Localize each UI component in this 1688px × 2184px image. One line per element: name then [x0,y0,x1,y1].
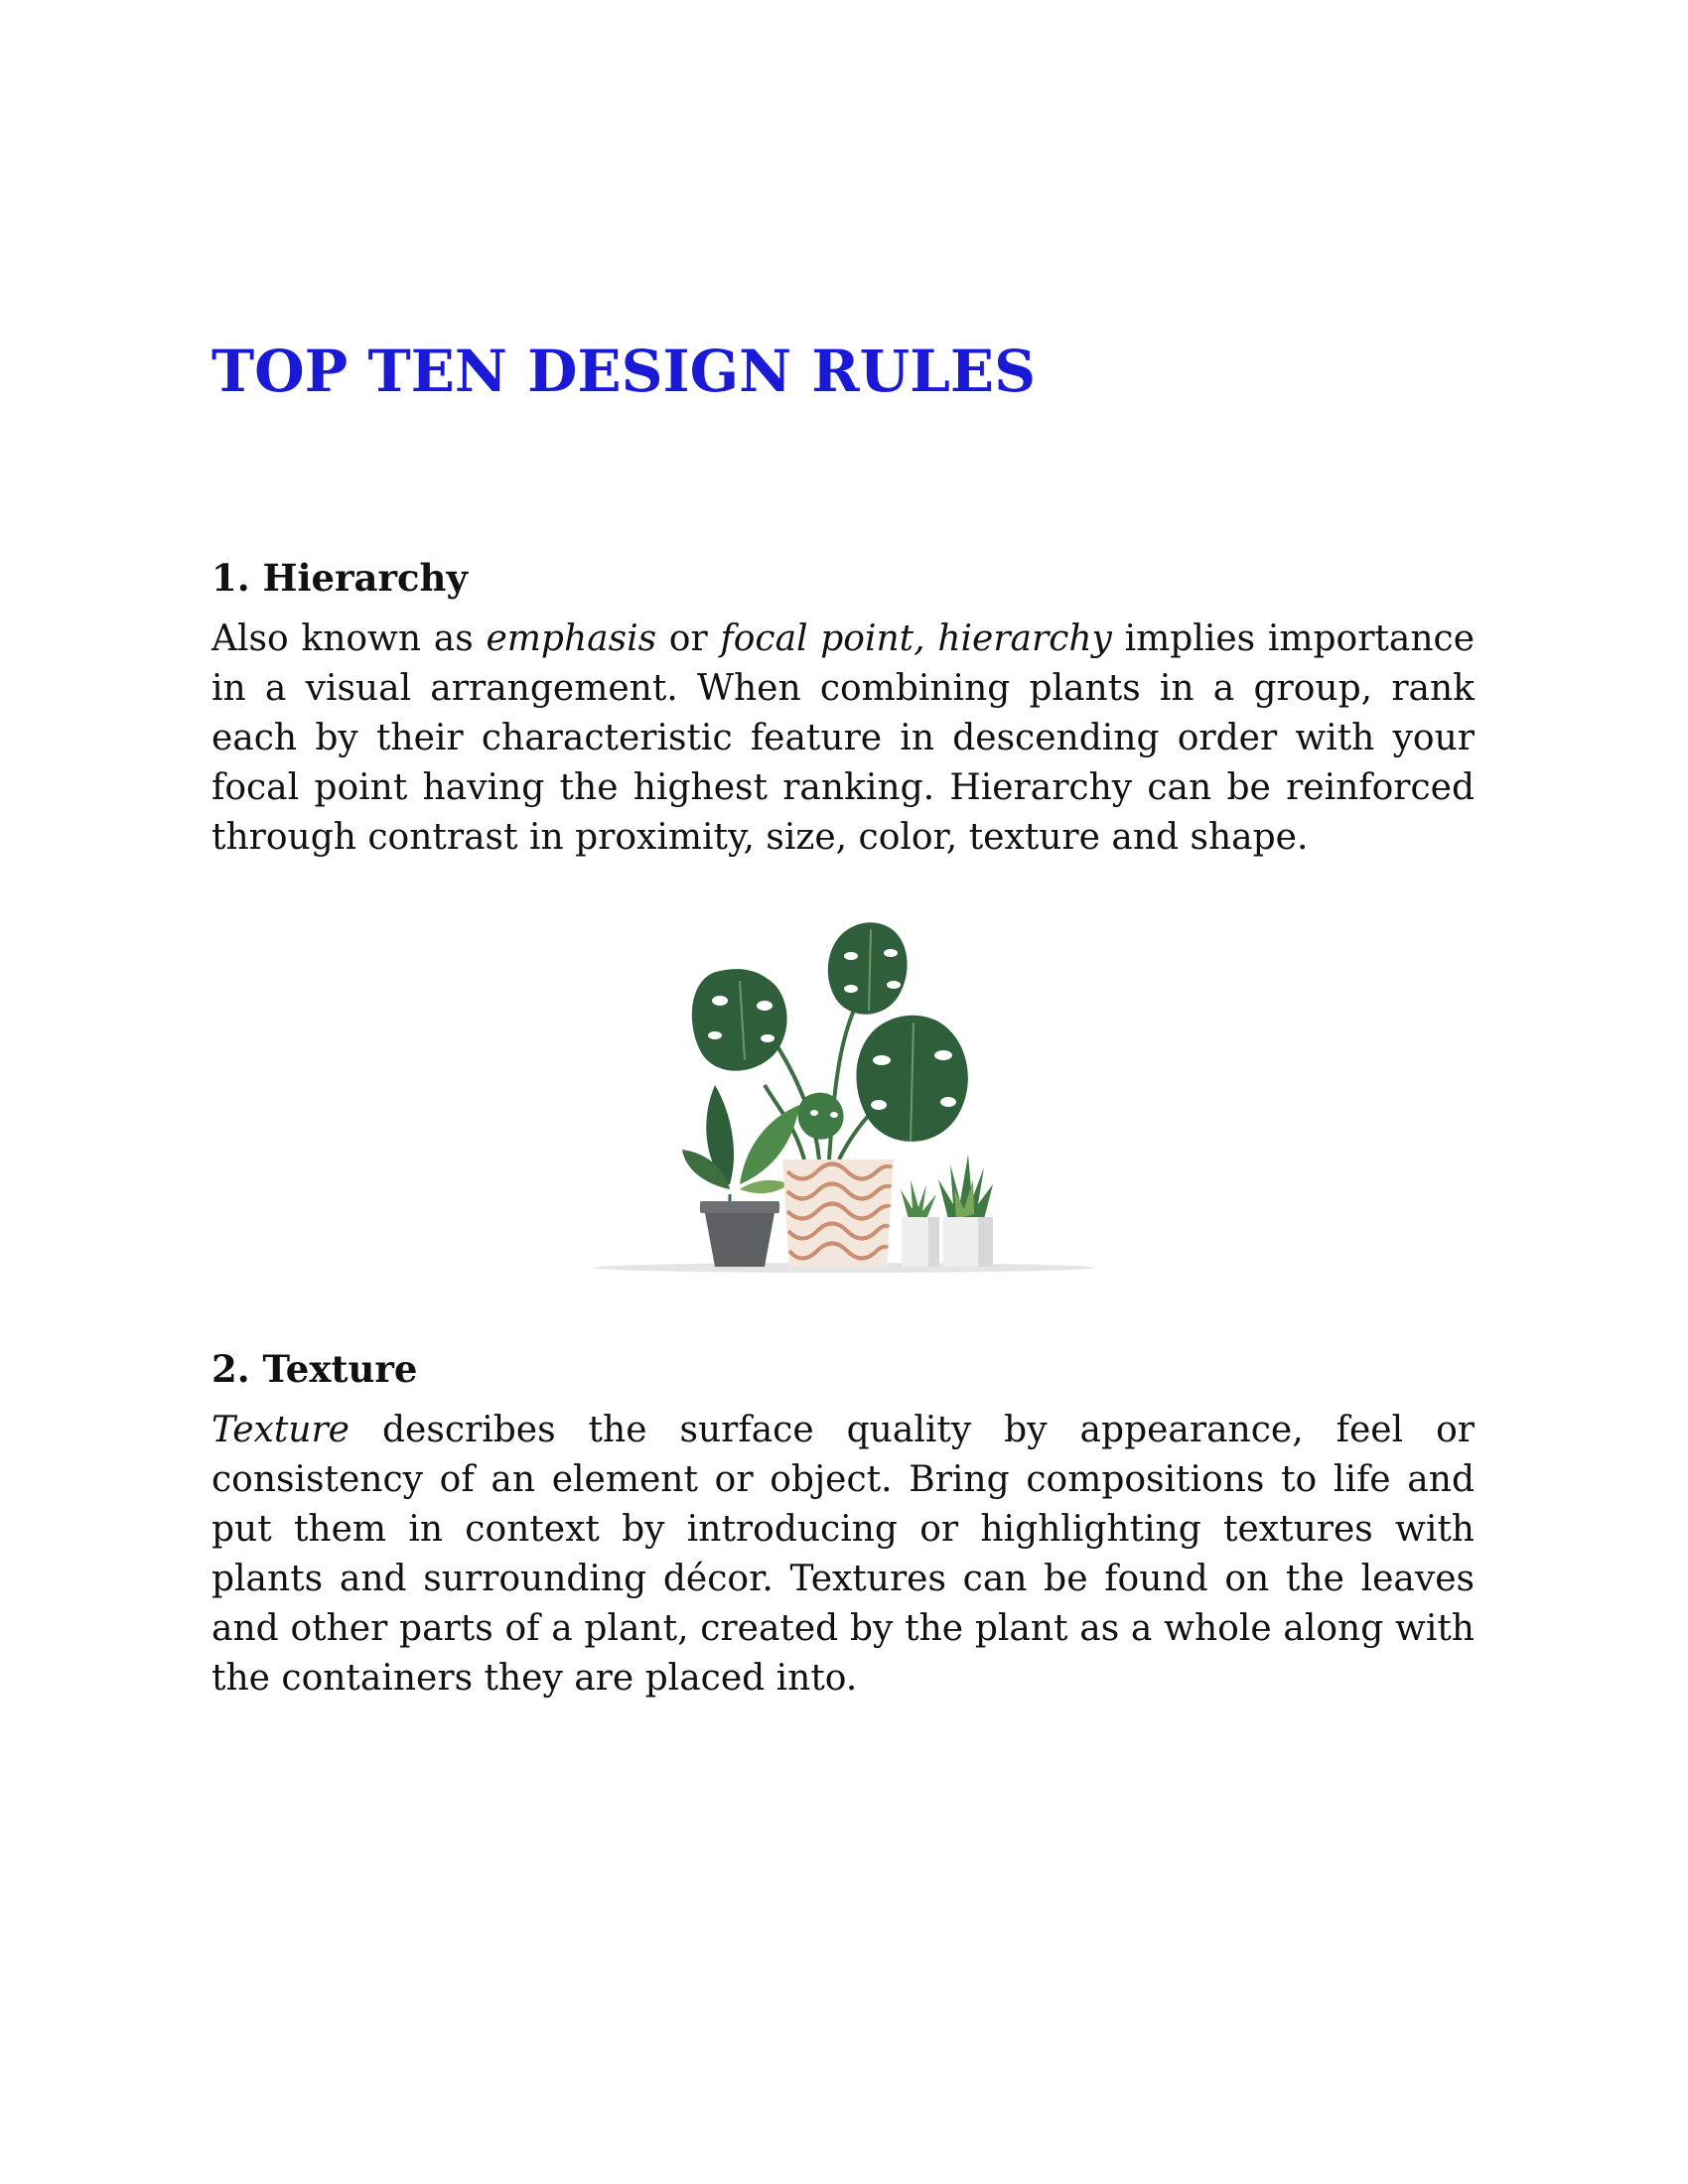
grey-pot [700,1201,779,1267]
emphasis-term: emphasis [486,618,657,659]
small-succulent [901,1179,939,1267]
emphasis-term: focal point, hierarchy [720,618,1112,659]
paragraph-text: implies importance in a visual arrangement. When combining plants in a group, rank each by their characteristic feature in descending order with your focal point having the highest ranking. Hierarchy can be reinforced through contrast in proximity, size, color, texture and shape. [211,618,1475,858]
page-title: TOP TEN DESIGN RULES [211,338,1036,405]
section-heading-texture: 2. Texture [211,1347,418,1391]
monstera-leaf-left [692,969,787,1071]
monstera-leaf-right [856,1016,967,1142]
rubber-plant [682,1085,799,1209]
paragraph-text: describes the surface quality by appearance, feel or consistency of an element or object. Bring compositions to life and put them in context by introducing or highlighting textures with plants and surrounding décor. Textures can be found on the leaves and other parts of a plant, created by the plant as a whole along with the containers they are placed into. [211,1410,1475,1699]
emphasis-term: Texture [211,1410,350,1450]
tall-succulent [938,1155,993,1267]
potted-plants-illustration [591,911,1097,1284]
woven-basket-pot [782,1160,894,1267]
monstera-leaf-small [797,1093,843,1140]
section-heading-hierarchy: 1. Hierarchy [211,556,468,600]
monstera-leaf-top [828,922,908,1015]
paragraph-text: or [656,618,721,659]
section-paragraph-hierarchy [211,614,1475,863]
paragraph-text: Also known as [211,618,487,659]
section-paragraph-texture [211,1406,1475,1704]
